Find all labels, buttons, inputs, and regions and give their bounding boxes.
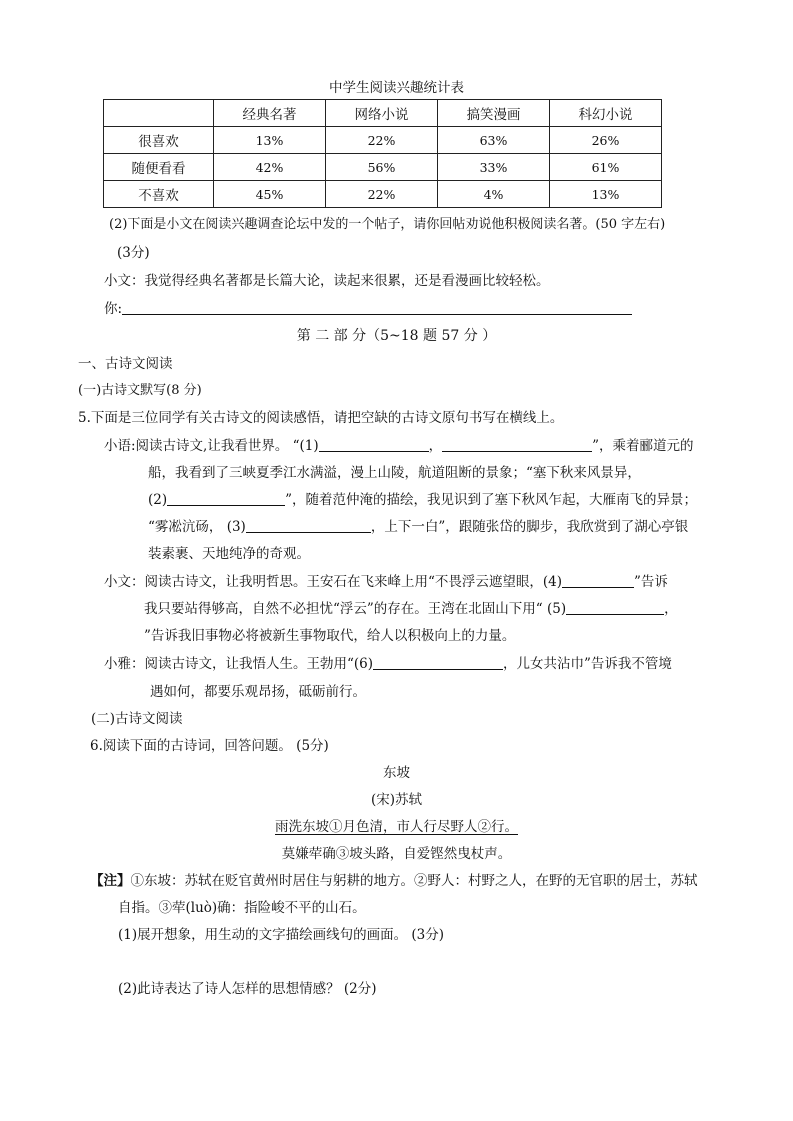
part-two-heading: 第 二 部 分（5~18 题 57 分 ） [296,328,497,344]
answer-blank-1a[interactable] [319,436,429,452]
xiaoyu-line-4 [148,515,688,535]
xiaoyu-line-2: 船，我看到了三峡夏季江水满溢，漫上山陵，航道阻断的景象；“塞下秋来风景异， [148,465,641,481]
table-cell: 42% [214,154,326,181]
table-header-cell: 网络小说 [326,100,438,127]
table-header-cell [104,100,214,127]
question-6-1: (1)展开想象，用生动的文字描绘画线句的画面。 (3分) [118,927,445,943]
poem-line-2: 莫嫌荦确③坡头路，自爱铿然曳杖声。 [281,846,512,862]
answer-blank-4[interactable] [562,572,634,588]
subsection-title-2: (二)古诗文阅读 [91,711,183,727]
answer-blank-3[interactable] [246,517,371,533]
question-2-score: (3分) [117,245,150,261]
answer-blank-5[interactable] [566,599,664,615]
xiaoya-line-1 [104,652,672,672]
xiaowen-text: ， [664,601,678,617]
table-cell: 61% [550,154,662,181]
xiaowen-text: 我只要站得够高，自然不必担忧“浮云”的存在。王湾在北固山下用“ (5) [144,601,567,617]
poem-title: 东坡 [383,765,410,781]
answer-blank-6[interactable] [373,654,503,670]
poem-note-line-2: 自指。③荦(luò)确：指险峻不平的山石。 [118,900,366,916]
row-label: 随便看看 [104,154,214,181]
poem-line-1-underlined: 雨洗东坡①月色清，市人行尽野人②行。 [275,819,518,835]
table-cell: 56% [326,154,438,181]
xiaoyu-line-5: 装素裹、天地纯净的奇观。 [148,546,310,562]
answer-blank-2[interactable] [167,490,285,506]
xiaoyu-line-3 [148,488,697,508]
xiaowen-text: 小文：阅读古诗文，让我明哲思。王安石在飞来峰上用“不畏浮云遮望眼，(4) [104,574,563,590]
xiaowen-text: ”告诉 [634,574,668,590]
table-cell: 4% [438,181,550,208]
row-label: 不喜欢 [104,181,214,208]
xiaoya-text: 小雅：阅读古诗文，让我悟人生。王勃用“(6) [104,656,374,672]
section-title: 一、古诗文阅读 [78,356,173,372]
xiaoyu-text: (2) [148,492,168,508]
forum-post: 小文：我觉得经典名著都是长篇大论，读起来很累，还是看漫画比较轻松。 [104,273,550,289]
xiaowen-line-2 [144,597,678,617]
question-6: 6.阅读下面的古诗词，回答问题。 (5分) [90,738,329,754]
question-2-text: (2)下面是小文在阅读兴趣调查论坛中发的一个帖子，请你回帖劝说他积极阅读名著。(50 字左右) [109,217,666,232]
table-cell: 45% [214,181,326,208]
xiaoya-text: ，儿女共沾巾”告诉我不管境 [503,656,672,672]
question-6-2: (2)此诗表达了诗人怎样的思想情感？ (2分) [118,981,377,997]
reply-line[interactable] [104,297,632,317]
table-cell: 63% [438,127,550,154]
reply-label: 你: [104,301,123,317]
xiaoyu-text: 小语:阅读古诗文,让我看世界。 “(1) [104,438,319,454]
reply-answer-blank[interactable] [122,299,632,315]
poem-note-line-1 [90,869,698,889]
poem-author: (宋)苏轼 [370,792,423,808]
table-row [104,181,662,208]
table-cell: 22% [326,181,438,208]
xiaoyu-text: “雾凇沆砀， (3) [148,519,246,535]
table-header-row [104,100,662,127]
table-header-cell: 科幻小说 [550,100,662,127]
subsection-title: (一)古诗文默写(8 分) [78,383,202,398]
question-5-intro: 5.下面是三位同学有关古诗文的阅读感悟，请把空缺的古诗文原句书写在横线上。 [78,410,564,426]
table-row [104,154,662,181]
note-text: ①东坡：苏轼在贬官黄州时居住与躬耕的地方。②野人：村野之人，在野的无官职的居士，苏轼 [130,873,698,889]
row-label: 很喜欢 [104,127,214,154]
note-label: 【注】 [90,873,131,889]
reading-interest-table [103,99,662,208]
table-title: 中学生阅读兴趣统计表 [329,80,464,96]
xiaoya-line-2: 遇如何，都要乐观昂扬，砥砺前行。 [150,684,366,700]
xiaowen-line-1 [104,570,668,590]
table-cell: 33% [438,154,550,181]
answer-blank-1b[interactable] [442,436,592,452]
xiaoyu-text: ”，乘着郦道元的 [592,438,694,454]
xiaoyu-comma: ， [428,438,443,454]
table-cell: 13% [214,127,326,154]
xiaowen-line-3: ”告诉我旧事物必将被新生事物取代，给人以积极向上的力量。 [144,628,516,644]
table-cell: 22% [326,127,438,154]
xiaoyu-line-1 [104,434,694,454]
xiaoyu-text: ”，随着范仲淹的描绘，我见识到了塞下秋风乍起，大雁南飞的异景； [285,492,698,508]
table-header-cell: 搞笑漫画 [438,100,550,127]
xiaoyu-text: ，上下一白”，跟随张岱的脚步，我欣赏到了湖心亭银 [370,519,689,535]
table-cell: 26% [550,127,662,154]
table-cell: 13% [550,181,662,208]
table-header-cell: 经典名著 [214,100,326,127]
table-row [104,127,662,154]
